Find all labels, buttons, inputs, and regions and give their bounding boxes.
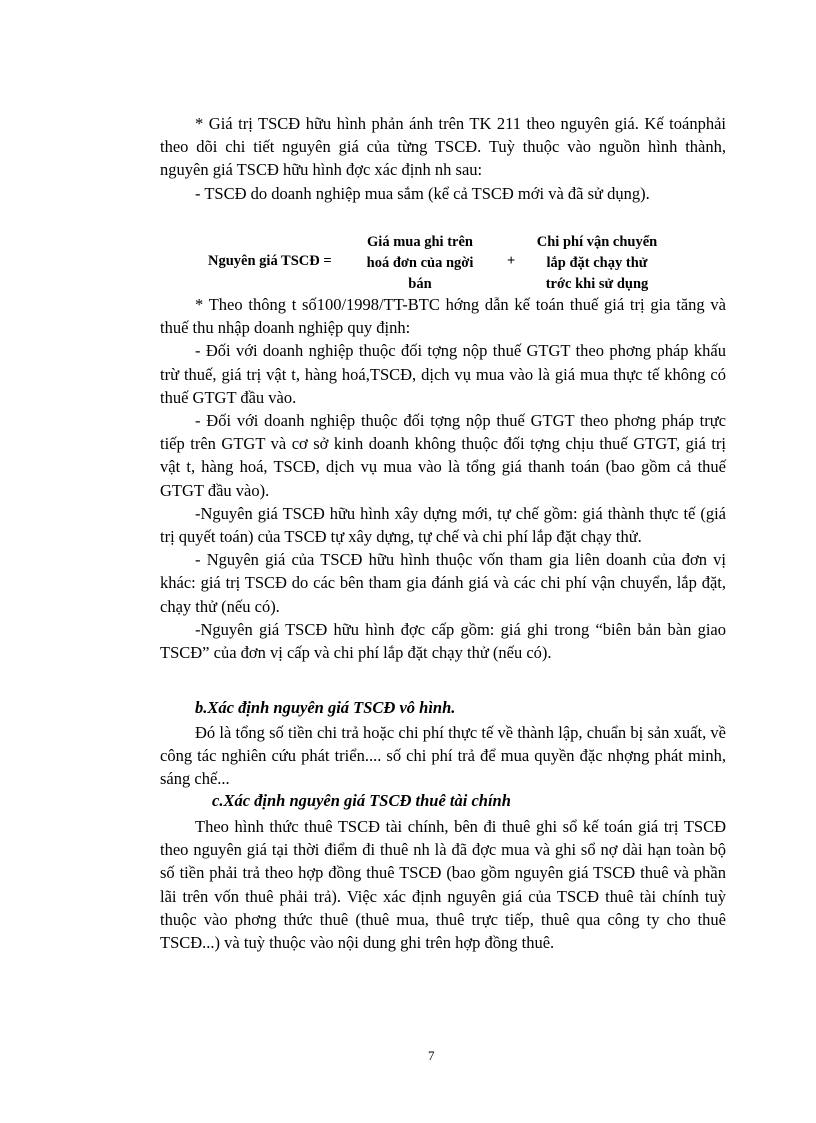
intangible-text-block (160, 721, 726, 791)
formula-term-installation-cost (522, 232, 672, 295)
heading-intangible: b.Xác định nguyên giá TSCĐ vô hình. (195, 698, 456, 717)
formula-lhs: Nguyên giá TSCĐ = (208, 253, 332, 269)
paragraph-finance-lease: Theo hình thức thuê TSCĐ tài chính, bên đi thuê ghi sổ kế toán giá trị TSCĐ theo nguyên giá tại thời điểm đi thuê nh là đã đợc mua và ghi sổ nợ dài hạn toàn bộ số tiền phải trả theo hợp đồng thuê TSCĐ (bao gồm nguyên giá TSCĐ thuê và phần lãi trên vốn thuê phải trả). Việc xác định nguyên giá của TSCĐ thuê tài chính tuỳ thuộc vào phơng thức thuê (thuê mua, thuê trực tiếp, thuê qua công ty cho thuê TSCĐ...) và tuỳ thuộc vào nội dung ghi trên hợp đồng thuê. (160, 817, 726, 953)
formula-term1-line2: hoá đơn của ngời (366, 255, 474, 271)
paragraph-direct-method: - Đối với doanh nghiệp thuộc đối tợng nộp thuế GTGT theo phơng pháp trực tiếp trên GTGT và cơ sở kinh doanh không thuộc đối tợng chịu thuế GTGT, giá trị vật t, hàng hoá, TSCĐ, dịch vụ mua vào là tổng giá thanh toán (bao gồm cả thuế GTGT đầu vào). (160, 411, 726, 500)
formula-term2-line1: Chi phí vận chuyển (536, 234, 658, 250)
paragraph-granted: -Nguyên giá TSCĐ hữu hình đợc cấp gồm: giá ghi trong “biên bản bàn giao TSCĐ” của đơn vị cấp và chi phí lắp đặt chạy thử (nếu có). (160, 619, 726, 663)
paragraph-circular: * Theo thông t số100/1998/TT-BTC hớng dẫn kế toán thuế giá trị gia tăng và thuế thu nhập doanh nghiệp quy định: (160, 295, 726, 338)
paragraph-self-constructed: -Nguyên giá TSCĐ hữu hình xây dựng mới, tự chế gồm: giá thành thực tế (giá trị quyết toán) của TSCĐ tự xây dựng, tự chế và chi phí lắp đặt chạy thử. (160, 503, 726, 547)
paragraph-deduction-method: - Đối với doanh nghiệp thuộc đối tợng nộp thuế GTGT theo phơng pháp khấu trừ thuế, giá trị vật t, hàng hoá,TSCĐ, dịch vụ mua vào là giá mua thực tế không có thuế GTGT đầu vào. (160, 341, 726, 407)
top-text-block (160, 112, 726, 205)
middle-text-block (160, 293, 726, 664)
formula-term2-line3: trớc khi sử dụng (545, 276, 649, 292)
paragraph-intangible: Đó là tổng số tiền chi trả hoặc chi phí thực tế về thành lập, chuẩn bị sản xuất, về công tác nghiên cứu phát triển.... số chi phí trả để mua quyền đặc nhợng phát minh, sáng chế... (160, 723, 726, 789)
formula-term1-line1: Giá mua ghi trên (367, 234, 473, 250)
page-number: 7 (428, 1048, 435, 1063)
formula-term-purchase-price (350, 232, 490, 295)
cost-formula (200, 232, 720, 292)
paragraph-intro: * Giá trị TSCĐ hữu hình phản ánh trên TK 211 theo nguyên giá. Kế toánphải theo dõi chi tiết nguyên giá của từng TSCĐ. Tuỳ thuộc vào nguồn hình thành, nguyên giá TSCĐ hữu hình đợc xác định nh sau: (160, 114, 726, 180)
formula-plus: + (507, 253, 516, 269)
formula-term2-line2: lắp đặt chạy thử (546, 255, 648, 271)
heading-finance-lease: c.Xác định nguyên giá TSCĐ thuê tài chính (212, 791, 511, 810)
paragraph-joint-venture: - Nguyên giá của TSCĐ hữu hình thuộc vốn tham gia liên doanh của đơn vị khác: giá trị TSCĐ do các bên tham gia đánh giá và các chi phí vận chuyển, lắp đặt, chạy thử (nếu có). (160, 550, 726, 616)
formula-term1-line3: bán (408, 276, 432, 292)
lease-text-block (160, 815, 726, 954)
paragraph-purchased-assets: - TSCĐ do doanh nghiệp mua sắm (kể cả TSCĐ mới và đã sử dụng). (195, 183, 650, 203)
